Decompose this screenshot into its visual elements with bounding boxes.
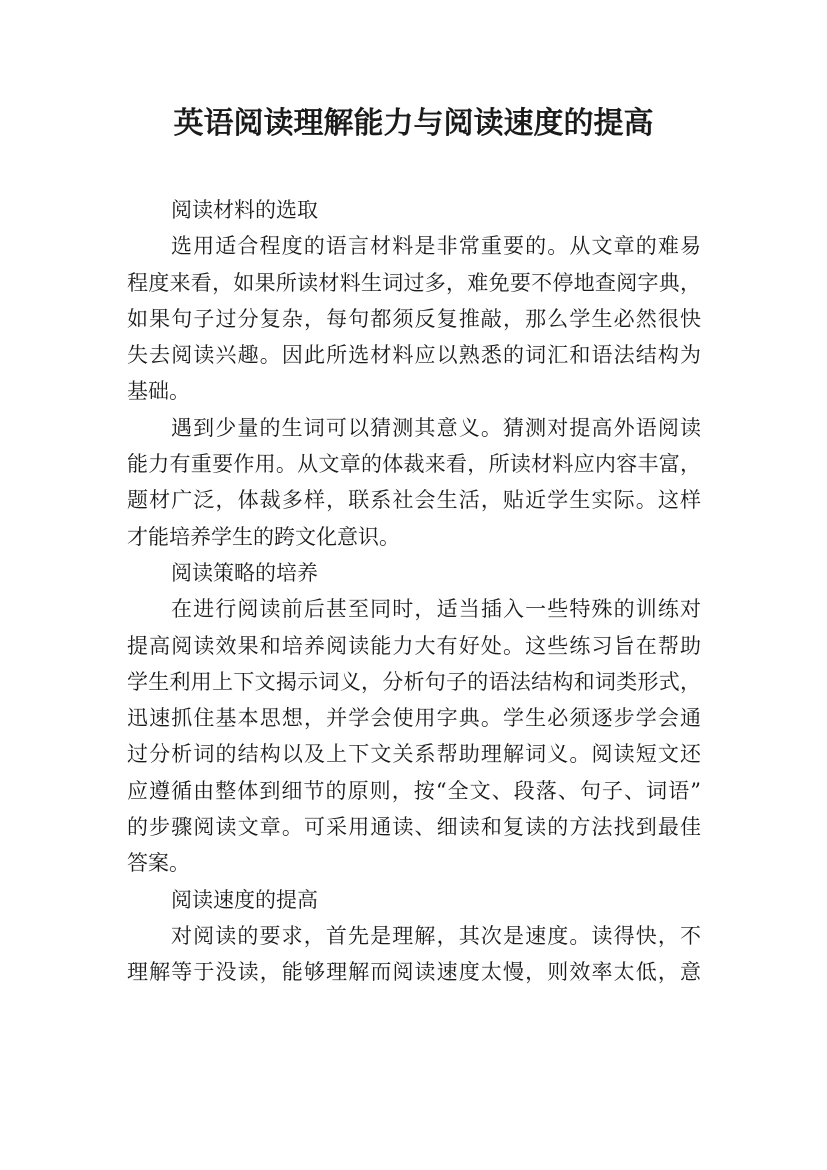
- paragraph-line: 在进行阅读前后甚至同时，适当插入一些特殊的训练对: [171, 597, 701, 622]
- paragraph-line: 失去阅读兴趣。因此所选材料应以熟悉的词汇和语法结构为: [127, 343, 701, 368]
- paragraph-line: 应遵循由整体到细节的原则，按“全文、段落、句子、词语”: [127, 778, 701, 803]
- paragraph-line: 才能培养学生的跨文化意识。: [127, 524, 400, 549]
- paragraph-line: 学生利用上下文揭示词义，分析句子的语法结构和词类形式，: [127, 669, 701, 694]
- paragraph-line: 对阅读的要求，首先是理解，其次是速度。读得快，不: [171, 923, 701, 948]
- section-heading-speed: 阅读速度的提高: [171, 887, 318, 912]
- paragraph-line: 能力有重要作用。从文章的体裁来看，所读材料应内容丰富，: [127, 452, 701, 477]
- paragraph-line: 选用适合程度的语言材料是非常重要的。从文章的难易: [171, 234, 701, 259]
- section-heading-material: 阅读材料的选取: [171, 198, 318, 222]
- paragraph-line: 基础。: [127, 379, 190, 404]
- document-body: [127, 192, 701, 991]
- paragraph-line: 题材广泛，体裁多样，联系社会生活，贴近学生实际。这样: [127, 488, 701, 513]
- paragraph-line: 如果句子过分复杂，每句都须反复推敲，那么学生必然很快: [127, 306, 701, 331]
- paragraph-line: 的步骤阅读文章。可采用通读、细读和复读的方法找到最佳: [127, 815, 701, 840]
- paragraph-line: 过分析词的结构以及上下文关系帮助理解词义。阅读短文还: [127, 742, 701, 767]
- paragraph-line: 答案。: [127, 851, 190, 876]
- paragraph-line: 遇到少量的生词可以猜测其意义。猜测对提高外语阅读: [171, 415, 701, 440]
- paragraph-line: 理解等于没读，能够理解而阅读速度太慢，则效率太低，意: [127, 960, 701, 985]
- paragraph-line: 迅速抓住基本思想，并学会使用字典。学生必须逐步学会通: [127, 706, 701, 731]
- section-heading-strategy: 阅读策略的培养: [171, 560, 318, 585]
- document-title: 英语阅读理解能力与阅读速度的提高: [173, 106, 654, 141]
- paragraph-line: 提高阅读效果和培养阅读能力大有好处。这些练习旨在帮助: [127, 633, 701, 658]
- paragraph-line: 程度来看，如果所读材料生词过多，难免要不停地查阅字典，: [127, 270, 701, 295]
